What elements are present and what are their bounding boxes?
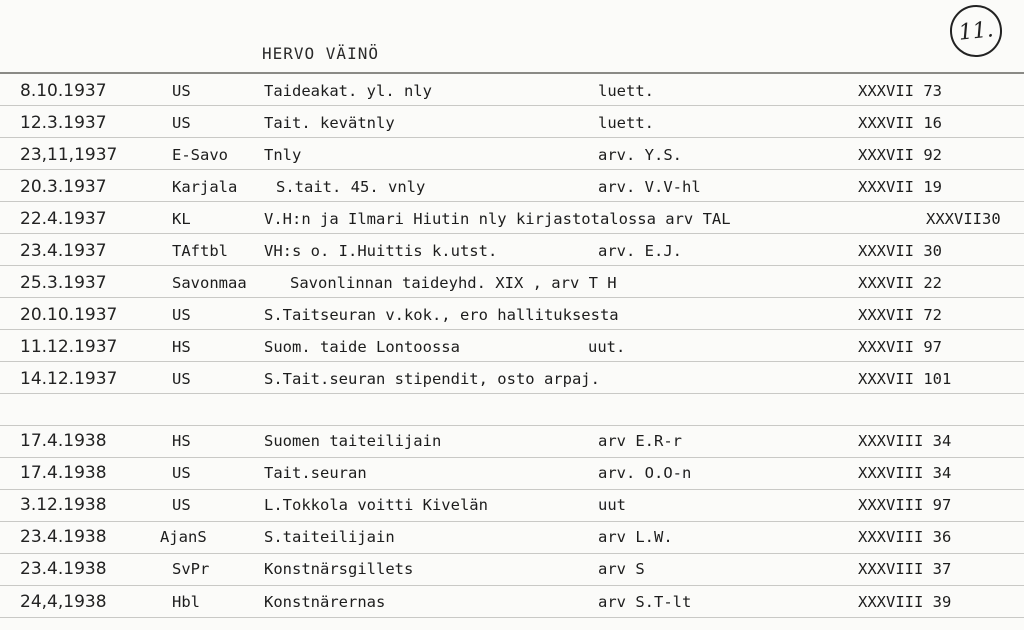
entry-type: arv. E.J. [598,242,682,260]
entry-source: HS [172,432,191,450]
entry-title: Tait.seuran [264,464,367,482]
entry-row [0,491,1024,519]
entry-date: 17.4.1938 [20,431,107,451]
entry-type: arv L.W. [598,528,673,546]
entry-row [0,269,1024,297]
entry-row [0,427,1024,455]
entry-date: 23.4.1938 [20,527,107,547]
ruled-line [0,297,1024,298]
entry-date: 20.10.1937 [20,305,118,325]
ruled-line [0,361,1024,362]
entry-reference: XXXVII 72 [858,306,942,324]
entry-date: 20.3.1937 [20,177,107,197]
entry-title: Konstnärernas [264,593,386,611]
entry-source: AjanS [160,528,207,546]
entry-reference: XXXVIII 37 [858,560,952,578]
entry-type: arv. Y.S. [598,146,682,164]
entry-row [0,333,1024,361]
entry-type: uut [598,496,626,514]
entry-type: arv. V.V-hl [598,178,701,196]
entry-reference: XXXVII 101 [858,370,952,388]
entry-reference: XXXVII 19 [858,178,942,196]
entry-date: 8.10.1937 [20,81,107,101]
card-heading-name: HERVO VÄINÖ [262,44,379,63]
entry-title: S.Tait.seuran stipendit, osto arpaj. [264,370,600,388]
entry-type: uut. [588,338,626,356]
ruled-line [0,521,1024,522]
entry-reference: XXXVII 22 [858,274,942,292]
ruled-line [0,265,1024,266]
entry-date: 12.3.1937 [20,113,107,133]
entry-date: 11.12.1937 [20,337,118,357]
entry-title: Taideakat. yl. nly [264,82,432,100]
entry-row [0,77,1024,105]
entry-reference: XXXVIII 34 [858,432,952,450]
entry-row [0,588,1024,616]
entry-source: TAftbl [172,242,228,260]
entry-reference: XXXVII 73 [858,82,942,100]
entry-reference: XXXVIII 34 [858,464,952,482]
entry-date: 23.4.1938 [20,559,107,579]
entry-source: US [172,114,191,132]
ruled-line [0,201,1024,202]
entry-type: arv. O.O-n [598,464,692,482]
entry-type: arv S.T-lt [598,593,692,611]
entry-source: KL [172,210,191,228]
entry-title: Tait. kevätnly [264,114,395,132]
entry-title: Suom. taide Lontoossa [264,338,460,356]
entry-source: US [172,370,191,388]
entry-title: Konstnärsgillets [264,560,414,578]
entry-row [0,109,1024,137]
entry-source: Savonmaa [172,274,247,292]
entry-reference: XXXVII 16 [858,114,942,132]
entry-source: E-Savo [172,146,228,164]
entry-reference: XXXVII 97 [858,338,942,356]
entry-title: S.tait. 45. vnly [276,178,426,196]
ruled-line [0,457,1024,458]
entry-source: HS [172,338,191,356]
ruled-line [0,329,1024,330]
entry-reference: XXXVII30 [926,210,1001,228]
ruled-line [0,617,1024,618]
entry-date: 23.4.1937 [20,241,107,261]
entry-reference: XXXVIII 39 [858,593,952,611]
entry-title: Suomen taiteilijain [264,432,442,450]
entry-type: luett. [598,114,654,132]
entry-title: S.Taitseuran v.kok., ero hallituksesta [264,306,619,324]
entry-date: 14.12.1937 [20,369,118,389]
ruled-line [0,105,1024,106]
entry-date: 17.4.1938 [20,463,107,483]
entry-reference: XXXVII 30 [858,242,942,260]
entry-reference: XXXVIII 36 [858,528,952,546]
entry-date: 22.4.1937 [20,209,107,229]
ruled-line [0,489,1024,490]
entry-title: VH:s o. I.Huittis k.utst. [264,242,498,260]
entry-row [0,301,1024,329]
entry-row [0,365,1024,393]
entry-row [0,555,1024,583]
entry-source: Karjala [172,178,238,196]
entry-date: 3.12.1938 [20,495,107,515]
entry-type: luett. [598,82,654,100]
entry-date: 25.3.1937 [20,273,107,293]
entry-row [0,523,1024,551]
entry-source: Hbl [172,593,200,611]
entry-type: arv S [598,560,645,578]
entry-reference: XXXVII 92 [858,146,942,164]
entry-source: SvPr [172,560,210,578]
ruled-line [0,585,1024,586]
entry-source: US [172,464,191,482]
ruled-line [0,169,1024,170]
entry-title: S.taiteilijain [264,528,395,546]
entry-date: 23,11,1937 [20,145,118,165]
ruled-line [0,425,1024,426]
ruled-line [0,233,1024,234]
entry-row [0,173,1024,201]
ruled-line [0,137,1024,138]
card-number-circled: 11. [947,2,1004,59]
entry-row [0,237,1024,265]
entry-title: Savonlinnan taideyhd. XIX , arv T H [290,274,617,292]
entry-row [0,205,1024,233]
entry-source: US [172,306,191,324]
entry-source: US [172,496,191,514]
entry-title: Tnly [264,146,302,164]
entry-date: 24,4,1938 [20,592,107,612]
entry-row [0,141,1024,169]
entry-title: L.Tokkola voitti Kivelän [264,496,488,514]
ruled-line [0,393,1024,394]
entry-row [0,459,1024,487]
header-rule [0,72,1024,74]
ruled-line [0,553,1024,554]
entry-title: V.H:n ja Ilmari Hiutin nly kirjastotalossa arv TAL [264,210,731,228]
entry-reference: XXXVIII 97 [858,496,952,514]
entry-type: arv E.R-r [598,432,682,450]
entry-source: US [172,82,191,100]
